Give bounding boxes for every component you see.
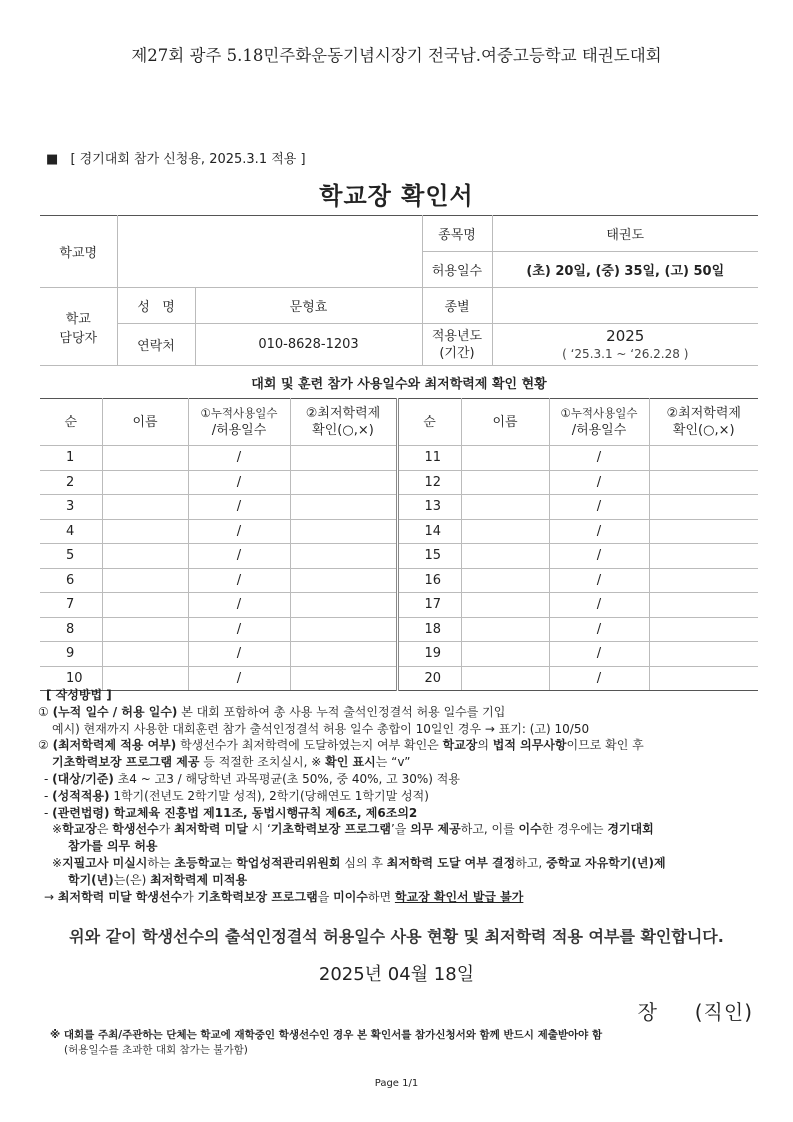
contact-label: 연락처 [117,324,195,366]
remark-1-h: 기초학력보장 프로그램 [270,822,391,837]
year-value: 2025 [606,326,645,345]
name-cell[interactable] [461,495,549,520]
header-minimum-right [649,399,758,446]
event-value: 태권도 [492,216,758,252]
days-cell[interactable]: / [188,544,290,569]
header-minimum-line2: 확인(○,×) [312,423,374,438]
minimum-check-cell[interactable] [290,642,397,667]
confirmation-statement: 위와 같이 학생선수의 출석인정결석 허용일수 사용 현황 및 최저학력 적용 여부를 확인합니다. [69,927,724,946]
remark-1-cont [68,838,766,855]
detail-1: - (대상/기준) 초4 ~ 고3 / 해당학년 과목평균(초 50%, 중 40%, 고 30%) 적용 [44,771,460,786]
minimum-check-cell[interactable] [649,495,758,520]
school-info-table [40,215,758,366]
name-cell[interactable] [102,519,188,544]
remark-1-j: 의무 제공 [410,822,461,837]
days-cell[interactable]: / [549,446,649,471]
application-line-text: [ 경기대회 참가 신청용, 2025.3.1 적용 ] [70,152,306,167]
row-number: 11 [397,446,461,471]
row-number: 2 [40,470,102,495]
row-number: 5 [40,544,102,569]
table-row [40,568,758,593]
participation-table [40,398,758,691]
minimum-check-cell[interactable] [649,617,758,642]
remark-2 [52,855,766,872]
note-1-example: 예시) 현재까지 사용한 대회훈련 참가 출석인정결석 허용 일수 총합이 10일인 경우 → 표기: (고) 10/50 [52,721,590,736]
minimum-check-cell[interactable] [290,495,397,520]
remark-1-m: 한 경우에는 [541,822,608,837]
table-row [40,544,758,569]
minimum-check-cell[interactable] [649,470,758,495]
minimum-check-cell[interactable] [649,446,758,471]
remark-3-g: 하면 [367,889,395,904]
note-2 [38,737,766,754]
name-cell[interactable] [461,568,549,593]
instructions-heading: [ 작성방법 ] [46,688,112,702]
days-cell[interactable]: / [188,446,290,471]
header-minimum-right-line1: ②최저학력제 [666,406,741,421]
section-heading: 대회 및 훈련 참가 사용일수와 최저학력제 확인 현황 [251,377,547,392]
staff-label-line1: 학교 [65,311,91,327]
header-minimum-right-line2: 확인(○,×) [672,423,735,438]
name-cell[interactable] [102,446,188,471]
row-number: 18 [397,617,461,642]
detail-1-bold: (대상/기준) [52,771,114,786]
note-2-bold2: 학교장 [442,738,478,753]
remark-2-i: 하고, [515,855,547,870]
remark-1-o: 참가를 의무 허용 [68,839,158,854]
row-number: 19 [397,642,461,667]
note-2-bold4: 기초학력보장 프로그램 제공 [52,755,200,770]
days-cell[interactable]: / [188,470,290,495]
row-number: 15 [397,544,461,569]
days-cell[interactable]: / [188,617,290,642]
remark-2-c: 하는 [147,855,175,870]
minimum-check-cell[interactable] [649,544,758,569]
table-row [40,495,758,520]
remark-2-g: 심의 후 [340,855,387,870]
row-number: 1 [40,446,102,471]
note-2-text5: 는 “v” [375,755,411,770]
note-2-bold5: 확인 표시 [325,755,376,770]
minimum-check-cell[interactable] [290,544,397,569]
header-name-right: 이름 [461,399,549,446]
issue-date: 2025년 04월 18일 [318,964,475,985]
header-name: 이름 [102,399,188,446]
school-name-label: 학교명 [40,216,117,288]
minimum-check-cell[interactable] [290,593,397,618]
note-2-text4: 등 적절한 조치실시, ※ [199,755,326,770]
instructions [38,687,766,905]
remark-3-f: 미이수 [333,889,368,904]
row-number: 13 [397,495,461,520]
footnote-line1: ※ 대회를 주최/주관하는 단체는 학교에 재학중인 학생선수인 경우 본 확인서를 참가신청서와 함께 반드시 제출받아야 함 [50,1029,603,1041]
days-cell[interactable]: / [188,666,290,691]
remark-2-l: 는(은) [113,872,151,887]
row-number: 12 [397,470,461,495]
remark-1-e: 가 [158,822,175,837]
minimum-check-cell[interactable] [290,446,397,471]
header-cumulative [188,399,290,446]
remark-3-h: 학교장 확인서 발급 불가 [394,889,524,904]
staff-label [40,288,117,366]
footnote-line2: (허용일수를 초과한 대회 참가는 불가함) [64,1044,248,1056]
note-2-text3: 이므로 확인 후 [566,738,644,753]
minimum-check-cell[interactable] [649,568,758,593]
row-number: 3 [40,495,102,520]
detail-3: - (관련법령) 학교체육 진흥법 제11조, 동법시행규칙 제6조, 제6조의2 [44,805,418,820]
name-cell[interactable] [461,593,549,618]
note-1-bold: (누적 일수 / 허용 일수) [52,704,178,719]
days-cell[interactable]: / [188,642,290,667]
remark-1-i: ’을 [390,822,411,837]
note-1 [38,704,766,721]
remark-3 [44,889,766,906]
table-row [40,446,758,471]
footnote [50,1028,750,1058]
year-label-line1: 적용년도 [431,328,483,344]
year-label-line2: (기간) [439,345,475,361]
remark-1-l: 이수 [518,822,542,837]
circled-two-icon: ② [38,738,49,753]
name-cell[interactable] [102,593,188,618]
staff-label-line2: 담당자 [59,330,98,346]
header-cumulative-line1: ①누적사용일수 [200,406,278,420]
detail-2-text: 1학기(전년도 2학기말 성적), 2학기(당해연도 1학기말 성적) [109,788,429,803]
row-number: 8 [40,617,102,642]
remark-2-j: 중학교 자유학기(년)제 [546,855,666,870]
header-minimum-line1: ②최저학력제 [305,406,381,421]
days-cell[interactable]: / [549,519,649,544]
circled-one-icon: ① [38,704,49,719]
remark-3-c: 가 [182,889,198,904]
list-header-row [40,399,758,446]
table-row [40,617,758,642]
staff-name-value: 문형효 [195,288,422,324]
minimum-check-cell[interactable] [290,617,397,642]
remark-1-b: 학교장 [62,822,97,837]
header-cumulative-right-line1: ①누적사용일수 [560,406,638,420]
row-number: 4 [40,519,102,544]
row-number: 9 [40,642,102,667]
header-cumulative-line2: /허용일수 [211,423,267,438]
note-1-text: 본 대회 포함하여 총 사용 누적 출석인정결석 허용 일수를 기입 [177,704,506,719]
days-cell[interactable]: / [549,617,649,642]
minimum-check-cell[interactable] [290,568,397,593]
detail-2-bold: (성적적용) [52,788,110,803]
days-cell[interactable]: / [549,642,649,667]
table-row [40,642,758,667]
remark-1-c: 은 [96,822,113,837]
event-label: 종목명 [422,216,492,252]
principal-seal: 장 (직인) [637,1000,753,1024]
detail-3-bold: (관련법령) 학교체육 진흥법 제11조, 동법시행규칙 제6조, 제6조의2 [52,805,418,820]
name-cell[interactable] [102,544,188,569]
remark-2-k: 학기(년) [68,872,114,887]
category-label: 종별 [422,288,492,324]
remark-1-n: 경기대회 [607,822,654,837]
header-order-right: 순 [397,399,461,446]
remark-2-h: 최저학력 도달 여부 결정 [386,855,516,870]
name-cell[interactable] [102,568,188,593]
detail-2: - (성적적용) 1학기(전년도 2학기말 성적), 2학기(당해연도 1학기말 성적) [44,788,429,803]
allowed-days-label: 허용일수 [422,252,492,288]
reference-mark-icon: ※ [52,822,63,837]
school-name-field[interactable] [117,216,422,288]
name-cell[interactable] [461,617,549,642]
document-title: 학교장 확인서 [319,182,474,210]
name-cell[interactable] [102,642,188,667]
remark-3-d: 기초학력보장 프로그램 [197,889,318,904]
name-cell[interactable] [461,642,549,667]
remark-1 [52,821,766,838]
minimum-check-cell[interactable] [649,642,758,667]
year-label [422,324,492,366]
name-cell[interactable] [461,544,549,569]
year-value-cell [492,324,758,366]
period-value: ( ‘25.3.1 ~ ‘26.2.28 ) [562,346,689,361]
table-row [40,470,758,495]
staff-name-label: 성 명 [117,288,195,324]
header-order: 순 [40,399,102,446]
header-cumulative-right-line2: /허용일수 [571,423,627,438]
note-2-cont [52,754,766,771]
remark-2-m: 최저학력제 미적용 [150,872,248,887]
remark-2-b: 지필고사 미실시 [62,855,148,870]
remark-3-e: 을 [317,889,334,904]
minimum-check-cell[interactable] [290,470,397,495]
remark-2-cont [68,872,766,889]
remark-2-e: 는 [220,855,237,870]
row-number: 7 [40,593,102,618]
minimum-check-cell[interactable] [649,519,758,544]
days-cell[interactable]: / [188,519,290,544]
name-cell[interactable] [102,617,188,642]
days-cell[interactable]: / [549,495,649,520]
square-bullet-icon: ■ [46,152,59,167]
row-number: 17 [397,593,461,618]
minimum-check-cell[interactable] [290,519,397,544]
name-cell[interactable] [102,495,188,520]
row-number: 16 [397,568,461,593]
days-cell[interactable]: / [188,568,290,593]
table-row [40,593,758,618]
detail-1-text: 초4 ~ 고3 / 해당학년 과목평균(초 50%, 중 40%, 고 30%) 적용 [113,771,460,786]
remark-1-f: 최저학력 미달 [174,822,248,837]
reference-mark-icon: ※ [52,855,63,870]
note-2-bold: (최저학력제 적용 여부) [52,738,177,753]
row-number: 20 [397,666,461,691]
name-cell[interactable] [461,519,549,544]
application-line [46,148,306,167]
remark-1-d: 학생선수 [112,822,159,837]
name-cell[interactable] [102,470,188,495]
row-number: 14 [397,519,461,544]
remark-1-g: 시 ‘ [247,822,271,837]
row-number: 10 [40,666,102,691]
days-cell[interactable]: / [549,544,649,569]
note-2-text2: 의 [477,738,493,753]
contact-value: 010-8628-1203 [195,324,422,366]
remark-2-d: 초등학교 [174,855,221,870]
header-minimum [290,399,397,446]
note-2-text1: 학생선수가 최저학력에 도달하였는지 여부 확인은 [176,738,443,753]
remark-3-b: 최저학력 미달 학생선수 [57,889,183,904]
table-row [40,519,758,544]
remark-2-f: 학업성적관리위원회 [236,855,341,870]
category-field[interactable] [492,288,758,324]
days-cell[interactable]: / [549,568,649,593]
days-cell[interactable]: / [549,470,649,495]
days-cell[interactable]: / [188,495,290,520]
row-number: 6 [40,568,102,593]
name-cell[interactable] [461,470,549,495]
minimum-check-cell[interactable] [649,593,758,618]
header-cumulative-right [549,399,649,446]
arrow-right-icon: → [44,889,55,904]
note-2-bold3: 법적 의무사항 [492,738,567,753]
days-cell[interactable]: / [549,593,649,618]
days-cell[interactable]: / [549,666,649,691]
page-number: Page 1/1 [374,1078,419,1089]
days-cell[interactable]: / [188,593,290,618]
name-cell[interactable] [461,446,549,471]
remark-1-k: 하고, 이를 [460,822,519,837]
event-title: 제27회 광주 5.18민주화운동기념시장기 전국남.여중고등학교 태권도대회 [131,46,662,65]
allowed-days-value: (초) 20일, (중) 35일, (고) 50일 [492,252,758,288]
